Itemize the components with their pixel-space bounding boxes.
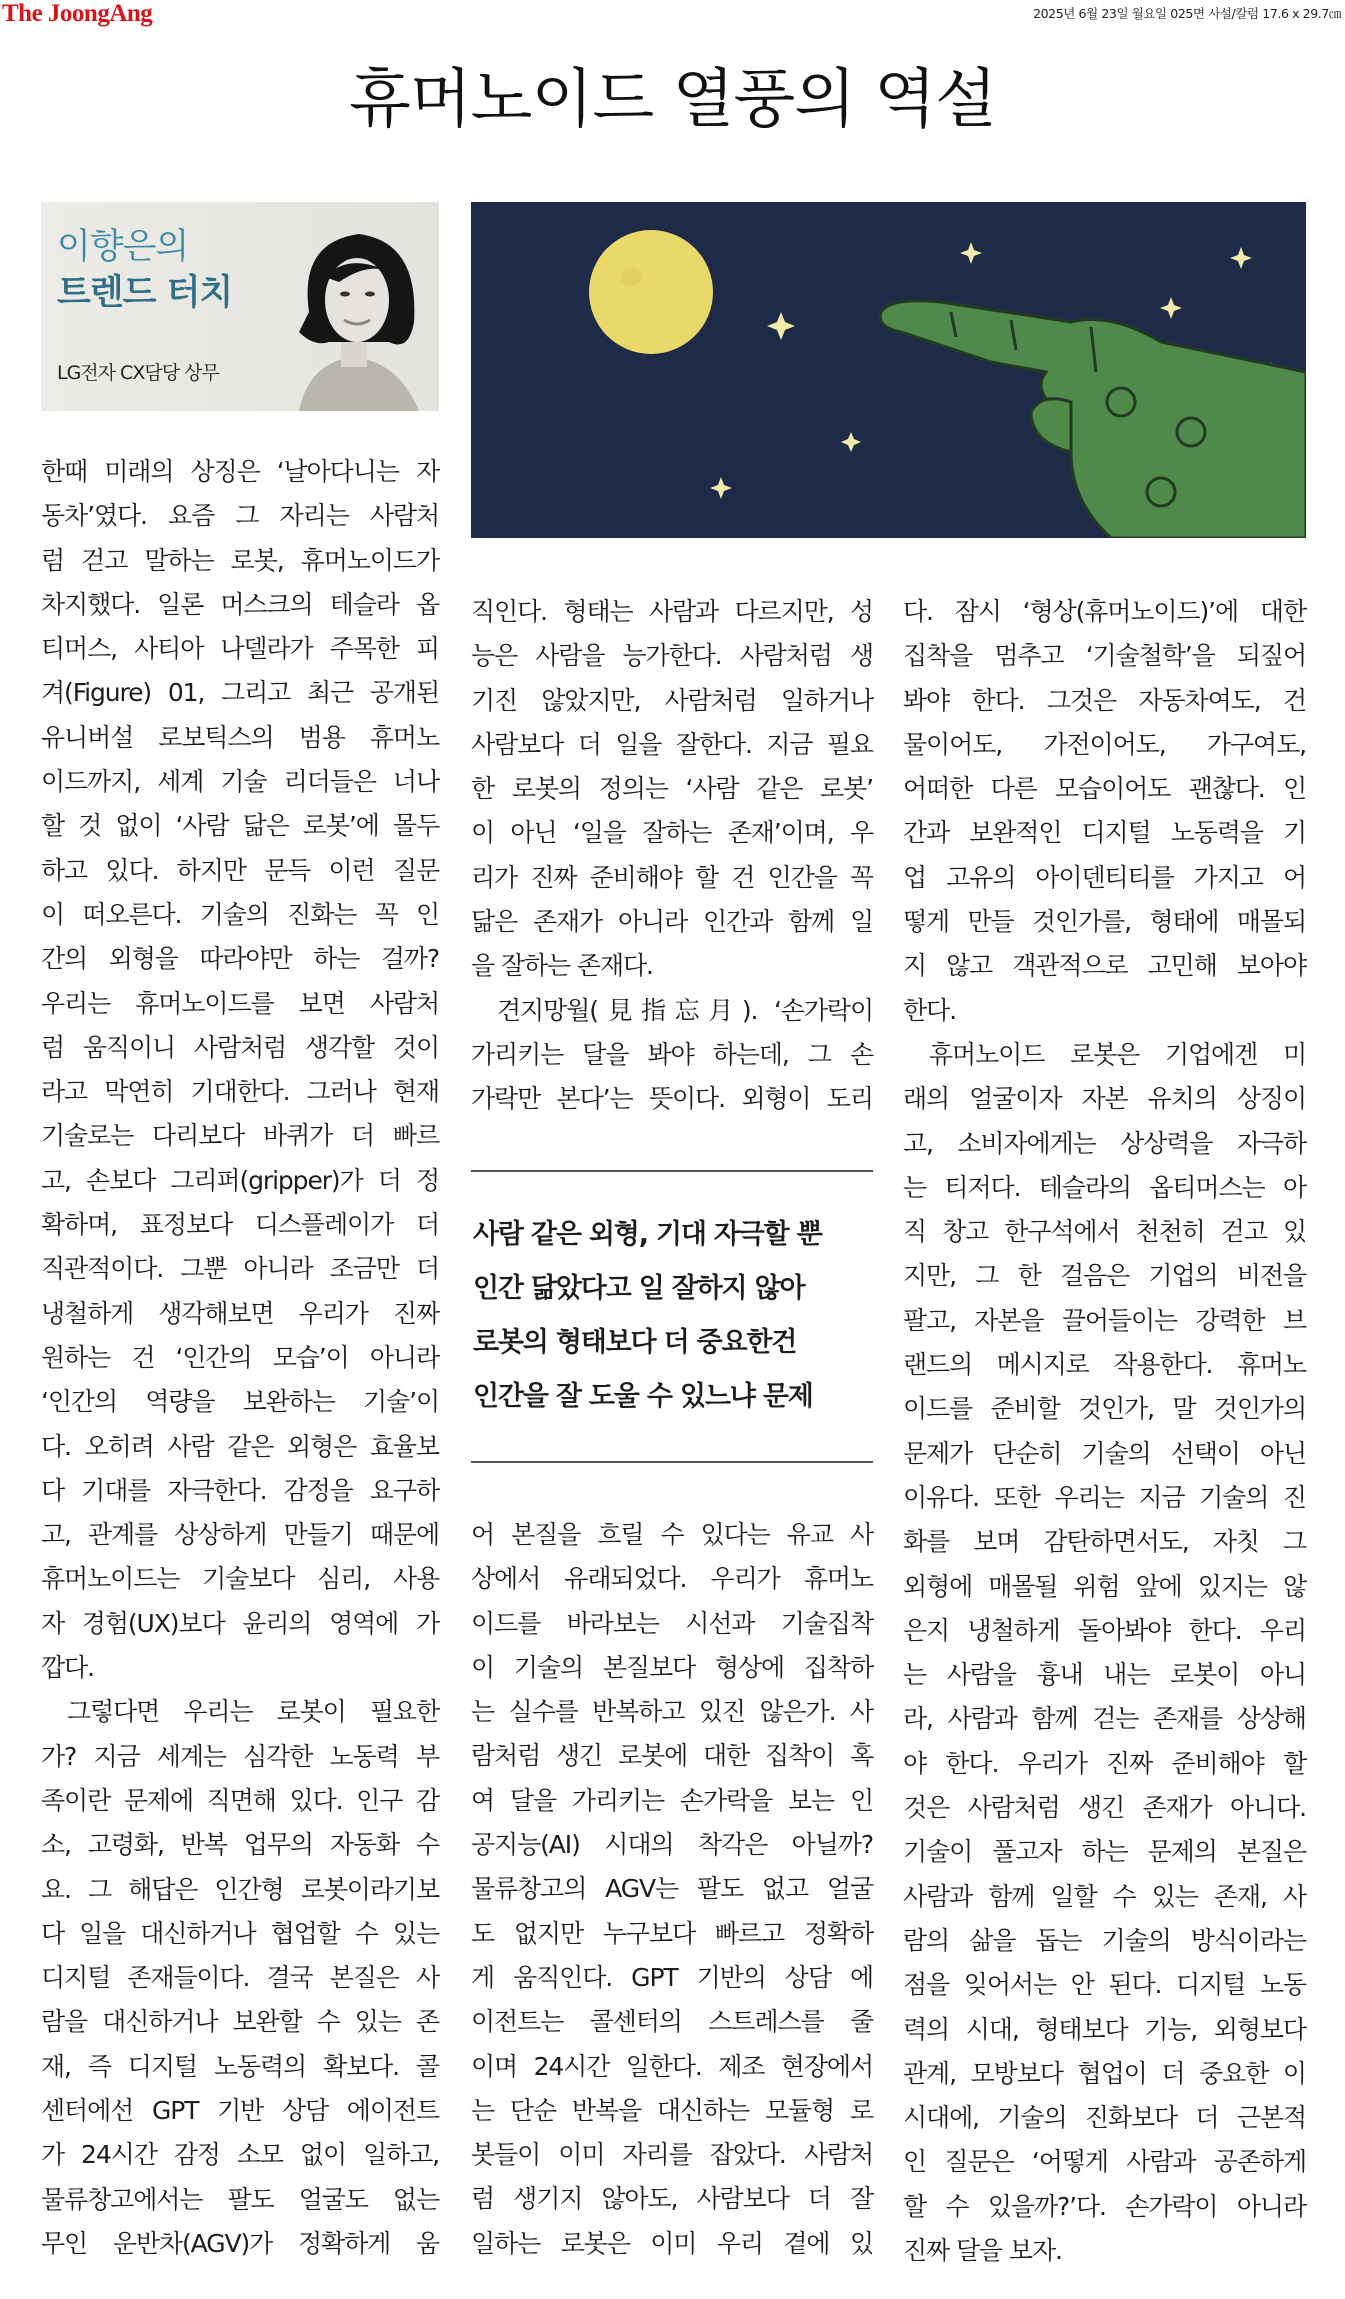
body-text-line: 고, 소비자에게는 상상력을 자극하 <box>903 1128 1306 1158</box>
body-text-line: 고, 손보다 그리퍼(gripper)가 더 정 <box>41 1165 439 1195</box>
body-text-line: 무인 운반차(AGV)가 정확하게 움 <box>41 2228 439 2258</box>
dateline: 2025년 6월 23일 월요일 025면 사설/칼럼 17.6 x 29.7㎝ <box>1033 6 1341 21</box>
body-text-line: 하고 있다. 하지만 문득 이런 질문 <box>41 855 439 885</box>
body-text-line: 이며 24시간 일한다. 제조 현장에서 <box>471 2051 873 2081</box>
body-text-line: 가 24시간 감정 소모 없이 일하고, <box>41 2140 439 2170</box>
columnist-profile <box>41 202 439 411</box>
body-text-line: 직관적이다. 그뿐 아니라 조금만 더 <box>41 1254 439 1284</box>
body-text-line: 그렇다면 우리는 로봇이 필요한 <box>67 1697 439 1727</box>
body-text-line: 점을 잊어서는 안 된다. 디지털 노동 <box>903 1970 1306 2000</box>
body-text-line: 센터에선 GPT 기반 상담 에이전트 <box>41 2095 439 2125</box>
body-text-line: 시대에, 기술의 진화보다 더 근본적 <box>903 2103 1306 2133</box>
body-text-line: 유니버설 로보틱스의 범용 휴머노 <box>41 722 439 752</box>
body-text-line: 이드를 바라보는 시선과 기술집착 <box>471 1608 873 1638</box>
body-text-line: 족이란 문제에 직면해 있다. 인구 감 <box>41 1785 439 1815</box>
body-text-line: 것은 사람처럼 생긴 존재가 아니다. <box>903 1793 1306 1823</box>
body-text-line: 랜드의 메시지로 작용한다. 휴머노 <box>903 1350 1306 1380</box>
body-text-line: 럼 움직이니 사람처럼 생각할 것이 <box>41 1032 439 1062</box>
body-text-line: 가락만 본다’는 뜻이다. 외형이 도리 <box>471 1084 873 1114</box>
body-text-line: 떻게 만들 것인가를, 형태에 매몰되 <box>903 907 1306 937</box>
body-text-line: 다 기대를 자극한다. 감정을 요구하 <box>41 1475 439 1505</box>
body-text-line: 외형에 매몰될 위험 앞에 있지는 않 <box>903 1571 1306 1601</box>
body-text-line: 기술이 풀고자 하는 문제의 본질은 <box>903 1837 1306 1867</box>
body-text-line: 깝다. <box>41 1653 94 1683</box>
body-text-line: 화를 보며 감탄하면서도, 자칫 그 <box>903 1527 1306 1557</box>
body-text-line: 진짜 달을 보자. <box>903 2235 1062 2265</box>
headline: 휴머노이드 열풍의 역설 <box>349 63 996 137</box>
body-text-line: 요. 그 해답은 인간형 로봇이라기보 <box>41 1874 439 1904</box>
columnist-portrait <box>269 222 439 411</box>
body-text-line: 능은 사람을 능가한다. 사람처럼 생 <box>471 641 873 671</box>
body-text-line: 티머스, 사티아 나델라가 주목한 피 <box>41 634 439 664</box>
body-text-line: 이 떠오른다. 기술의 진화는 꼭 인 <box>41 899 439 929</box>
pull-quote-line: 로봇의 형태보다 더 중요한건 <box>473 1327 797 1358</box>
body-text-line: 닮은 존재가 아니라 인간과 함께 일 <box>471 907 873 937</box>
body-text-line: 상에서 유래되었다. 우리가 휴머노 <box>471 1564 873 1594</box>
body-text-line: 다. 오히려 사람 같은 외형은 효율보 <box>41 1431 439 1461</box>
body-text-line: 원하는 건 ‘인간의 모습’이 아니라 <box>41 1342 439 1372</box>
body-text-line: 람의 삶을 돕는 기술의 방식이라는 <box>903 1925 1306 1955</box>
body-text-line: 래의 얼굴이자 자본 유치의 상징이 <box>903 1084 1306 1114</box>
body-text-line: 관계, 모방보다 협업이 더 중요한 이 <box>903 2058 1306 2088</box>
body-text-line: 휴머노이드는 기술보다 심리, 사용 <box>41 1564 439 1594</box>
body-text-line: 물이어도, 가전이어도, 가구여도, <box>903 729 1306 759</box>
body-text-line: 이 기술의 본질보다 형상에 집착하 <box>471 1652 873 1682</box>
body-text-line: 람처럼 생긴 로봇에 대한 집착이 혹 <box>471 1741 873 1771</box>
body-text-line: 라, 사람과 함께 걷는 존재를 상상해 <box>903 1704 1306 1734</box>
body-text-line: 집착을 멈추고 ‘기술철학’을 되짚어 <box>903 641 1306 671</box>
body-text-line: 고, 관계를 상상하게 만들기 때문에 <box>41 1520 439 1550</box>
body-text-line: 디지털 존재들이다. 결국 본질은 사 <box>41 1963 439 1993</box>
body-text-line: 가? 지금 세계는 심각한 노동력 부 <box>41 1741 439 1771</box>
body-text-line: 력의 시대, 형태보다 기능, 외형보다 <box>903 2014 1306 2044</box>
body-text-line: 럼 걷고 말하는 로봇, 휴머노이드가 <box>41 545 439 575</box>
pull-quote-line: 인간을 잘 도울 수 있느냐 문제 <box>473 1381 813 1412</box>
body-text-line: 인 질문은 ‘어떻게 사람과 공존하게 <box>903 2147 1306 2177</box>
body-text-line: 물류창고에서는 팔도 얼굴도 없는 <box>41 2184 439 2214</box>
body-text-line: 업 고유의 아이덴티티를 가지고 어 <box>903 862 1306 892</box>
body-text-line: 리가 진짜 준비해야 할 건 인간을 꼭 <box>471 862 873 892</box>
series-title <box>57 224 232 316</box>
body-text-line: 가리키는 달을 봐야 하는데, 그 손 <box>471 1039 873 1069</box>
body-text-line: 이드까지, 세계 기술 리더들은 너나 <box>41 767 439 797</box>
body-text-line: 문제가 단순히 기술의 선택이 아닌 <box>903 1438 1306 1468</box>
body-text-line: 차지했다. 일론 머스크의 테슬라 옵 <box>41 589 439 619</box>
body-text-line: 라고 막연히 기대한다. 그러나 현재 <box>41 1077 439 1107</box>
body-text-line: 을 잘하는 존재다. <box>471 951 653 981</box>
body-text-line: 견지망월(見指忘月). ‘손가락이 <box>497 995 873 1025</box>
body-text-line: 일하는 로봇은 이미 우리 곁에 있 <box>471 2228 873 2258</box>
body-text-line: 은지 냉철하게 돌아봐야 한다. 우리 <box>903 1615 1306 1645</box>
body-text-line: 사람과 함께 일할 수 있는 존재, 사 <box>903 1881 1306 1911</box>
moon-icon <box>589 230 713 354</box>
body-text-line: 기술로는 다리보다 바퀴가 더 빠르 <box>41 1121 439 1151</box>
body-text-line: 소, 고령화, 반복 업무의 자동화 수 <box>41 1830 439 1860</box>
newspaper-logo: The JoongAng <box>2 0 153 27</box>
body-text-line: 확하며, 표정보다 디스플레이가 더 <box>41 1210 439 1240</box>
body-text-line: 겨(Figure) 01, 그리고 최근 공개된 <box>41 678 439 708</box>
body-text-line: 간과 보완적인 디지털 노동력을 기 <box>903 818 1306 848</box>
body-text-line: 공지능(AI) 시대의 착각은 아닐까? <box>471 1830 873 1860</box>
body-text-line: 한때 미래의 상징은 ‘날아다니는 자 <box>41 457 439 486</box>
body-text-line: 할 것 없이 ‘사람 닮은 로봇’에 몰두 <box>41 811 439 841</box>
body-text-line: 어 본질을 흐릴 수 있다는 유교 사 <box>471 1520 873 1549</box>
body-text-line: 직 창고 한구석에서 천천히 걷고 있 <box>903 1217 1306 1247</box>
body-text-line: 우리는 휴머노이드를 보면 사람처 <box>41 988 439 1018</box>
body-text-line: 어떠한 다른 모습이어도 괜찮다. 인 <box>903 774 1306 804</box>
body-text-line: 다. 잠시 ‘형상(휴머노이드)’에 대한 <box>903 597 1306 626</box>
body-text-line: 게 움직인다. GPT 기반의 상담 에 <box>471 1962 873 1992</box>
pull-quote-line: 인간 닮았다고 일 잘하지 않아 <box>473 1273 805 1304</box>
body-text-line: 는 사람을 흉내 내는 로봇이 아니 <box>903 1660 1306 1690</box>
body-text-line: 럼 생기지 않아도, 사람보다 더 잘 <box>471 2184 873 2214</box>
body-text-line: 다 일을 대신하거나 협업할 수 있는 <box>41 1918 439 1948</box>
body-text-line: 이드를 준비할 것인가, 말 것인가의 <box>903 1394 1306 1424</box>
body-text-line: 한다. <box>903 995 956 1025</box>
body-text-line: 는 실수를 반복하고 있진 않은가. 사 <box>471 1697 873 1727</box>
body-text-line: 팔고, 자본을 끌어들이는 강력한 브 <box>903 1305 1306 1335</box>
body-text-line: 람을 대신하거나 보완할 수 있는 존 <box>41 2007 439 2037</box>
body-text-line: 동차’였다. 요즘 그 자리는 사람처 <box>41 501 439 531</box>
body-text-line: 할 수 있을까?’다. 손가락이 아니라 <box>903 2191 1306 2221</box>
series-title-line2: 트렌드 터치 <box>57 273 233 313</box>
body-text-line: 지만, 그 한 걸음은 기업의 비전을 <box>903 1261 1306 1291</box>
body-text-line: 이 아닌 ‘일을 잘하는 존재’이며, 우 <box>471 818 873 848</box>
column-1 <box>41 450 439 2266</box>
body-text-line: 도 없지만 누구보다 빠르고 정확하 <box>471 1918 873 1948</box>
columnist-role: LG전자 CX담당 상무 <box>57 362 219 384</box>
body-text-line: 한 로봇의 정의는 ‘사람 같은 로봇’ <box>471 774 873 804</box>
body-text-line: 는 티저다. 테슬라의 옵티머스는 아 <box>903 1172 1306 1202</box>
pull-quote-line: 사람 같은 외형, 기대 자극할 뿐 <box>473 1219 822 1250</box>
body-text-line: 물류창고의 AGV는 팔도 없고 얼굴 <box>471 1874 873 1904</box>
series-title-line1: 이향은의 <box>57 227 189 267</box>
body-text-line: 이전트는 콜센터의 스트레스를 줄 <box>471 2007 873 2037</box>
body-text-line: 휴머노이드 로봇은 기업에겐 미 <box>929 1039 1306 1069</box>
column-3 <box>903 590 1306 2273</box>
body-text-line: 지 않고 객관적으로 고민해 보아야 <box>903 951 1306 981</box>
body-text-line: 봇들이 이미 자리를 잡았다. 사람처 <box>471 2140 873 2170</box>
body-text-line: 냉철하게 생각해보면 우리가 진짜 <box>41 1298 439 1328</box>
body-text-line: ‘인간의 역량을 보완하는 기술’이 <box>41 1387 439 1417</box>
illustration-robot-hand-moon <box>471 202 1306 538</box>
body-text-line: 자 경험(UX)보다 윤리의 영역에 가 <box>41 1608 439 1638</box>
column-2-bottom <box>471 1513 873 2266</box>
body-text-line: 사람보다 더 일을 잘한다. 지금 필요 <box>471 729 873 759</box>
body-text-line: 기진 않았지만, 사람처럼 일하거나 <box>471 685 873 715</box>
body-text-line: 는 단순 반복을 대신하는 모듈형 로 <box>471 2095 873 2125</box>
column-2-top <box>471 590 873 1122</box>
body-text-line: 직인다. 형태는 사람과 다르지만, 성 <box>471 597 873 626</box>
body-text-line: 이유다. 또한 우리는 지금 기술의 진 <box>903 1482 1306 1512</box>
body-text-line: 간의 외형을 따라야만 하는 걸까? <box>41 944 439 974</box>
body-text-line: 재, 즉 디지털 노동력의 확보다. 콜 <box>41 2051 439 2081</box>
body-text-line: 봐야 한다. 그것은 자동차여도, 건 <box>903 685 1306 715</box>
pull-quote <box>471 1170 873 1463</box>
body-text-line: 야 한다. 우리가 진짜 준비해야 할 <box>903 1748 1306 1778</box>
body-text-line: 여 달을 가리키는 손가락을 보는 인 <box>471 1785 873 1815</box>
